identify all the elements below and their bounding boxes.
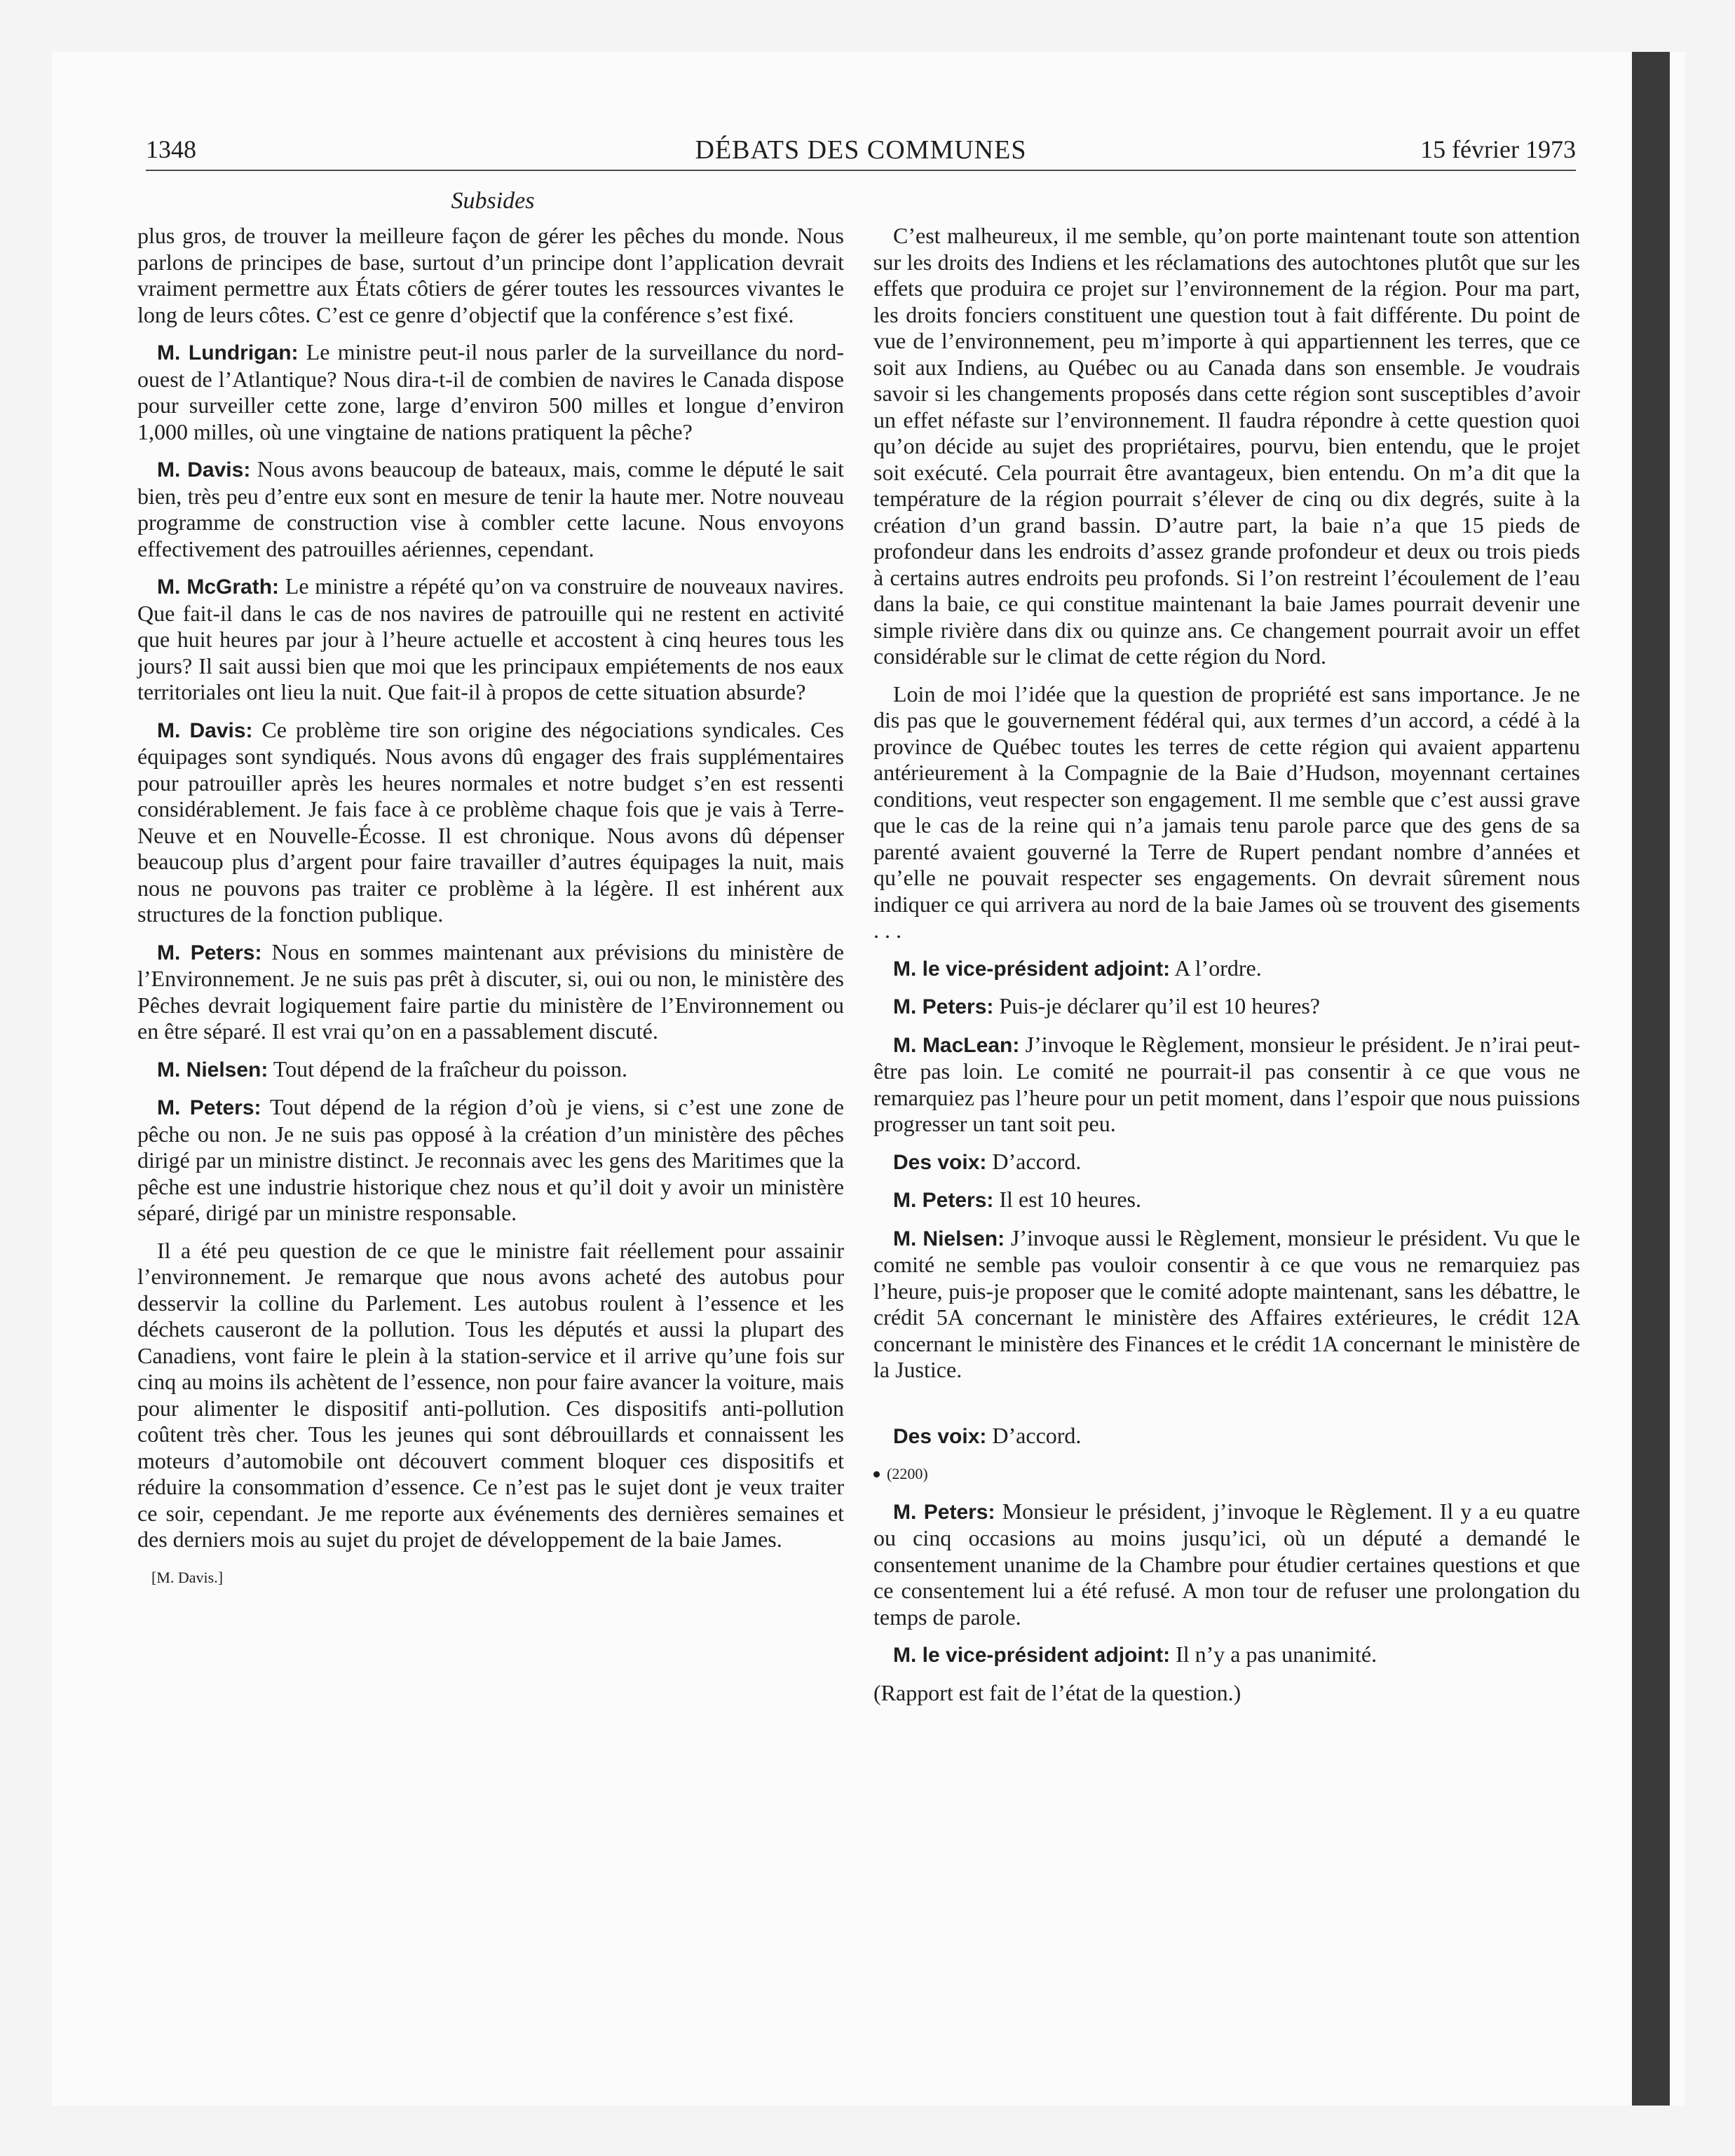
speaker-name: M. Davis: [157, 458, 251, 482]
session-date: 15 février 1973 [1420, 135, 1576, 163]
speech-text: J’invoque le Règlement, monsieur le président. Je n’irai peut-être pas loin. Le comité ne pourrait-il pas consentir à ce que vous ne remarquiez pas l’heure pour un petit moment, dans l’espoir que nous puissions progresser un tant soit peu. [873, 1031, 1581, 1136]
speech-text: J’invoque aussi le Règlement, monsieur le président. Vu que le comité ne semble pas vouloir consentir à ce que vous ne remarquiez pas l’heure, puis-je proposer que le comité adopte maintenant, sans les débattre, le crédit 5A concernant le ministère des Affaires extérieures, le crédit 12A concernant le ministère des Finances et le crédit 1A concernant le ministère de la Justice. [873, 1224, 1581, 1382]
speech-text: D’accord. [992, 1148, 1082, 1174]
time-marker [873, 1461, 1580, 1487]
speech-text: Nous avons beaucoup de bateaux, mais, comme le député le sait bien, très peu d’entre eux sont en mesure de tenir la haute mer. Notre nouveau programme de construction vise à combler cette lacune. Nous envoyons effectivement des patrouilles aériennes, cependant. [137, 456, 845, 561]
speech-text: Puis-je déclarer qu’il est 10 heures? [999, 993, 1320, 1018]
spacer [873, 1395, 1580, 1423]
publication-title: DÉBATS DES COMMUNES [695, 135, 1027, 165]
speaker-name: M. Peters: [893, 1189, 994, 1212]
speech [873, 1032, 1580, 1138]
speech [137, 1094, 844, 1227]
page-number: 1348 [146, 135, 196, 163]
paragraph-text: Il a été peu question de ce que le ministre fait réellement pour assainir l’environnement. Je remarque que nous avons acheté des autobus pour desservir la colline du Parlement. Les autobus roulent à l’essence et les déchets causeront de la pollution. Tous les députés et aussi la plupart des Canadiens, vont faire le plein à la station-service et il arrive qu’une fois sur cinq au moins ils achètent de l’essence, non pour faire avancer la voiture, mais pour alimenter le dispositif anti-pollution. Ces dispositifs anti-pollution coûtent très cher. Tous les jeunes qui sont débrouillards et connaissent les moteurs d’automobile ont découvert comment bloquer ces dispositifs et réduire la consommation d’essence. Ce n’est pas le sujet dont je veux traiter ce soir, cependant. Je me reporte aux événements des dernières semaines et des derniers mois au sujet du projet de développement de la baie James. [137, 1237, 844, 1552]
time-marker-text: (2200) [887, 1465, 928, 1482]
paragraph [137, 223, 844, 328]
speaker-name: M. le vice-président adjoint: [893, 1644, 1171, 1667]
speaker-name: Des voix: [893, 1150, 987, 1174]
speech-text: D’accord. [992, 1422, 1082, 1448]
speech [137, 1056, 844, 1084]
paragraph-text: C’est malheureux, il me semble, qu’on porte maintenant toute son attention sur les droits des Indiens et les réclamations des autochtones plutôt que sur les effets que produira ce projet sur l’environnement de la région. Pour ma part, les droits fonciers constituent une question tout à fait différente. Du point de vue de l’environnement, peu m’importe à qui appartiennent les terres, que ce soit aux Indiens, au Québec ou au Canada dans son ensemble. Je voudrais savoir si les changements proposés dans cette région sont susceptibles d’avoir un effet néfaste sur l’environnement. Il faudra répondre à cette question quoi qu’on décide au sujet des propriétaires, pourvu, bien entendu, que le projet soit exécuté. Cela pourrait être avantageux, bien entendu. On m’a dit que la température de la région pourrait s’élever de cinq ou dix degrés, suite à la création d’un grand bassin. D’autre part, la baie n’a que 15 pieds de profondeur dans les endroits d’assez grande profondeur et deux ou trois pieds à certains autres endroits peu profonds. Si l’on restreint l’écoulement de l’eau dans la baie, ce qui constitue maintenant la baie James pourrait devenir une simple rivière dans dix ou quinze ans. Ce changement pourrait avoir un effet considérable sur le climat de cette région du Nord. [873, 223, 1580, 669]
speaker-name: M. Peters: [893, 1500, 995, 1524]
speaker-name: M. Nielsen: [157, 1058, 268, 1082]
speech-text: Tout dépend de la fraîcheur du poisson. [273, 1056, 627, 1082]
paragraph-text: Loin de moi l’idée que la question de propriété est sans importance. Je ne dis pas que le gouvernement fédéral qui, aux termes d’un accord, a cédé à la province de Québec toutes les terres de cette région qui avaient appartenu antérieurement à la Compagnie de la Baie d’Hudson, moyennant certaines conditions, veut respecter son engagement. Il me semble que c’est aussi grave que le cas de la reine qui n’a jamais tenu parole parce que des gens de sa parenté avaient gouverné la Terre de Rupert pendant nombre d’années et qu’elle ne pouvait respecter ses engagements. On devrait sûrement nous indiquer ce qui arrivera au nord de la baie James où se trouvent des gisements . . . [873, 681, 1580, 943]
speech [137, 717, 844, 928]
speaker-name: M. Nielsen: [893, 1227, 1005, 1250]
speaker-name: M. McGrath: [157, 575, 280, 599]
scan-edge-bar [1632, 52, 1670, 2106]
speech [137, 939, 844, 1045]
paragraph-text: plus gros, de trouver la meilleure façon de gérer les pêches du monde. Nous parlons de principes de base, surtout d’un principe dont l’application devrait vraiment permettre aux États côtiers de gérer toutes les ressources vivantes le long de leurs côtes. C’est ce genre d’objectif que la conférence s’est fixé. [137, 223, 844, 327]
speech [873, 993, 1580, 1021]
speech [873, 1423, 1580, 1450]
left-column [137, 223, 844, 1590]
paragraph [873, 1680, 1580, 1707]
speaker-name: M. Peters: [893, 995, 994, 1018]
speaker-name: M. Peters: [157, 1096, 261, 1119]
paragraph [137, 1238, 844, 1553]
speaker-footnote: [M. Davis.] [151, 1568, 224, 1586]
speech [873, 1225, 1580, 1384]
speech-text: Il n’y a pas unanimité. [1176, 1642, 1377, 1667]
speech-text: A l’ordre. [1174, 955, 1262, 981]
page-header [146, 135, 1576, 171]
speech [873, 1642, 1580, 1669]
speaker-name: M. Davis: [157, 718, 253, 742]
speech [873, 955, 1580, 983]
speech [137, 573, 844, 706]
speech-text: Nous en sommes maintenant aux prévisions du ministère de l’Environnement. Je ne suis pas prêt à discuter, si, oui ou non, le ministère des Pêches devrait logiquement faire partie du ministère de l’Environnement ou en être séparé. Il est vrai qu’on en a passablement discuté. [137, 939, 845, 1044]
speaker-name: M. le vice-président adjoint: [893, 957, 1171, 981]
speaker-name: M. Peters: [157, 941, 262, 964]
speech-text: Ce problème tire son origine des négociations syndicales. Ces équipages sont syndiqués. Nous avons dû engager des frais supplémentaires pour patrouiller après les heures normales et notre budget s’en est ressenti considérablement. Je fais face à ce problème chaque fois que je vais à Terre-Neuve et en Nouvelle-Écosse. Il est chronique. Nous avons dû dépenser beaucoup plus d’argent pour faire travailler d’autres équipages la nuit, mais nous ne pouvons pas traiter ce problème à la légère. Il est inhérent aux structures de la fonction publique. [137, 716, 845, 927]
speech [137, 339, 844, 445]
speech-text: Tout dépend de la région d’où je viens, si c’est une zone de pêche ou non. Je ne suis pas opposé à la création d’un ministère des pêches dirigé par un ministre distinct. Je reconnais avec les gens des Maritimes que la pêche est une industrie historique chez nous et qu’il doit y avoir un ministère séparé, dirigé par un ministre responsable. [137, 1094, 844, 1225]
speaker-name: Des voix: [893, 1424, 987, 1448]
section-title: Subsides [451, 188, 535, 214]
speaker-name: M. Lundrigan: [157, 341, 299, 364]
speech-text: Le ministre peut-il nous parler de la surveillance du nord-ouest de l’Atlantique? Nous dira-t-il de combien de navires le Canada dispose pour surveiller cette zone, large d’environ 500 milles et longue d’environ 1,000 milles, où une vingtaine de nations pratiquent la pêche? [137, 339, 845, 444]
speech [873, 1149, 1580, 1176]
speech [137, 456, 844, 562]
bullet-icon [873, 1471, 880, 1478]
speech-text: Il est 10 heures. [999, 1187, 1141, 1212]
paragraph-text: (Rapport est fait de l’état de la question.) [873, 1679, 1241, 1705]
right-column [873, 223, 1580, 1717]
speech-text: Le ministre a répété qu’on va construire de nouveaux navires. Que fait-il dans le cas de nos navires de patrouille qui ne restent en activité que huit heures par jour à l’heure actuelle et accostent à cinq heures tous les jours? Il sait aussi bien que moi que les principaux empiétements de nos eaux territoriales ont lieu la nuit. Que fait-il à propos de cette situation absurde? [137, 573, 845, 704]
paragraph [873, 223, 1580, 670]
speaker-name: M. MacLean: [893, 1033, 1020, 1057]
speech [873, 1187, 1580, 1214]
speech [873, 1499, 1580, 1631]
speech-text: Monsieur le président, j’invoque le Règlement. Il y a eu quatre ou cinq occasions au moins jusqu’ici, où un député a demandé le consentement unanime de la Chambre pour étudier certaines questions et que ce consentement lui a été refusé. A mon tour de refuser une prolongation du temps de parole. [873, 1498, 1581, 1630]
paragraph [873, 681, 1580, 944]
